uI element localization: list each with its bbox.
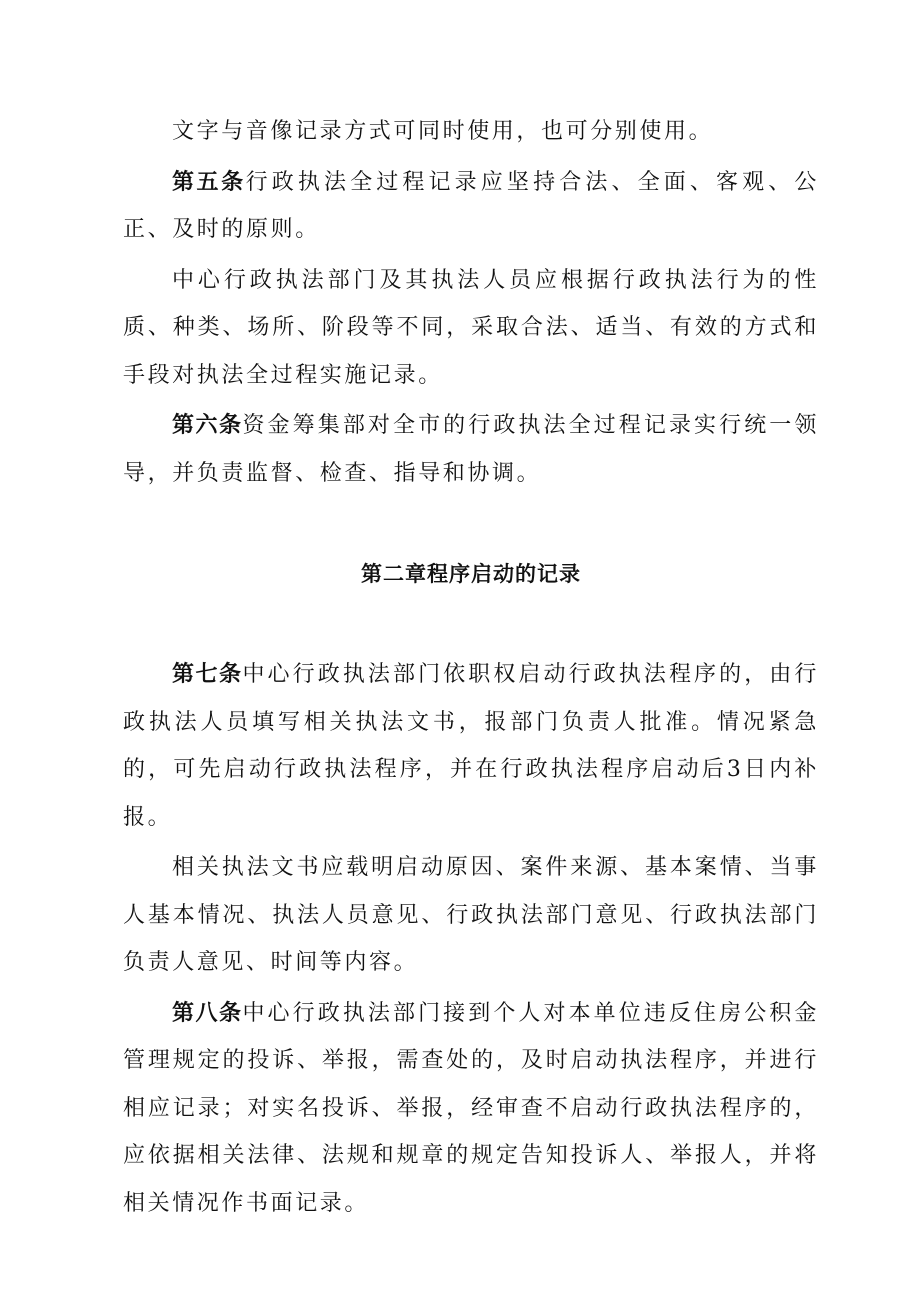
article-8-text: 中心行政执法部门接到个人对本单位违反住房公积金管理规定的投诉、举报，需查处的，及时启动执法程序，并进行相应记录；对实名投诉、举报，经审查不启动行政执法程序的，应依据相关法律、法规和规章的规定告知投诉人、举报人，并将相关情况作书面记录。 — [123, 1000, 819, 1216]
chapter-heading: 第二章程序启动的记录 — [361, 561, 581, 586]
article-7 — [123, 651, 819, 841]
article-5 — [123, 159, 819, 254]
article-7-number: 第七条 — [172, 661, 243, 687]
article-5-text: 行政执法全过程记录应坚持合法、全面、客观、公正、及时的原则。 — [123, 169, 819, 242]
article-5-number: 第五条 — [172, 168, 246, 195]
article-6 — [123, 402, 819, 497]
article-7-text: 中心行政执法部门依职权启动行政执法程序的，由行政执法人员填写相关执法文书，报部门负责人批准。情况紧急的，可先启动行政执法程序，并在行政执法程序启动后3日内补报。 — [123, 662, 819, 830]
paragraph-document-contents: 相关执法文书应载明启动原因、案件来源、基本案情、当事人基本情况、执法人员意见、行政执法部门意见、行政执法部门负责人意见、时间等内容。 — [123, 855, 819, 975]
paragraph-recording-scope: 中心行政执法部门及其执法人员应根据行政执法行为的性质、种类、场所、阶段等不同，采取合法、适当、有效的方式和手段对执法全过程实施记录。 — [123, 267, 819, 388]
article-6-number: 第六条 — [172, 412, 243, 438]
article-6-text: 资金筹集部对全市的行政执法全过程记录实行统一领导，并负责监督、检查、指导和协调。 — [123, 413, 819, 486]
article-8 — [123, 990, 819, 1228]
document-page — [123, 108, 819, 1227]
article-8-number: 第八条 — [172, 999, 243, 1026]
paragraph-recording-methods: 文字与音像记录方式可同时使用，也可分别使用。 — [172, 119, 714, 144]
